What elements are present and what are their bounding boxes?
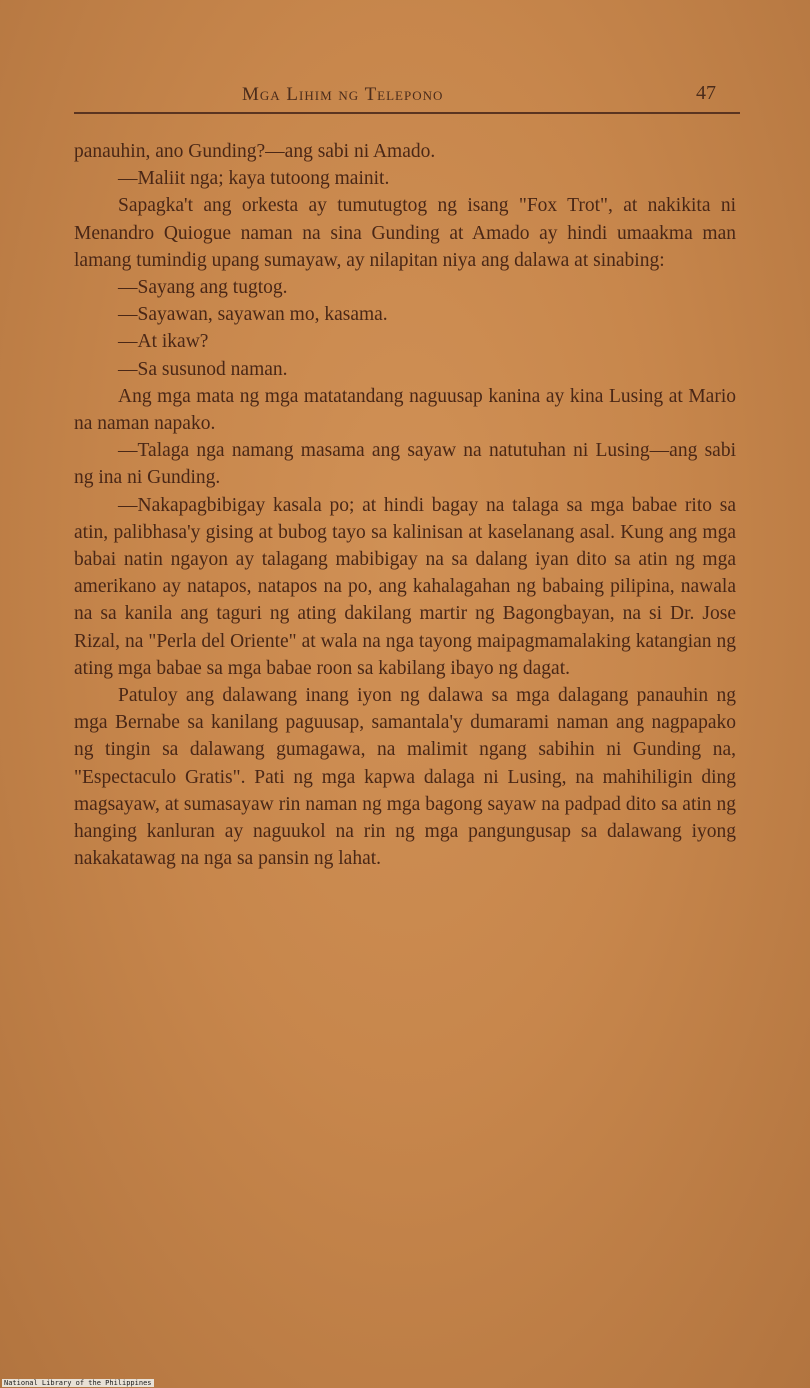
paragraph: —Nakapagbibigay kasala po; at hindi bagay na talaga sa mga babae rito sa atin, palibhasa'y gising at bubog tayo sa kalinisan at kaselanang asal. Kung ang mga babai natin ngayon ay talagang mabibigay na sa dalang iyan dito sa atin ng mga amerikano ay natapos, natapos na po, ang kahalagahan ng babaing pilipina, nawala na sa kanila ang taguri ng ating dakilang martir ng Bagongbayan, na si Dr. Jose Rizal, na "Perla del Oriente" at wala na nga tayong maipagmamalaking katangian ng ating mga babae sa mga babae roon sa kabilang ibayo ng dagat. [74,494,736,679]
paragraph: Patuloy ang dalawang inang iyon ng dalawa sa mga dalagang panauhin ng mga Bernabe sa kanilang paguusap, samantala'y dumarami naman ang nagpapako ng tingin sa dalawang gumagawa, na malimit ngang sabihin ni Gunding na, "Espectaculo Gratis". Pati ng mga kapwa dalaga ni Lusing, na mahihiligin ding magsayaw, at sumasayaw rin naman ng mga bagong sayaw na padpad dito sa atin ng hanging kanluran ay naguukol na rin ng mga pangungusap sa dalawang iyong nakakatawag na nga sa pansin ng lahat. [74,685,736,870]
paragraph: —Talaga nga namang masama ang sayaw na natutuhan ni Lusing—ang sabi ng ina ni Gunding. [74,440,736,489]
paragraph: Ang mga mata ng mga matatandang naguusap kanina ay kina Lusing at Mario na naman napako. [74,385,736,435]
paragraph: —Maliit nga; kaya tutoong mainit. [118,168,390,190]
page-number: 47 [696,82,716,104]
paragraph: Sapagka't ang orkesta ay tumutugtog ng isang "Fox Trot", at nakikita ni Menandro Quiogue naman na sina Gunding at Amado ay hindi umaakma man lamang tumindig upang sumayaw, ay nilapitan niya ang dalawa at sinabing: [74,195,736,271]
running-head-title: Mga Lihim ng Telepono [242,84,444,105]
paragraph: —At ikaw? [118,331,209,353]
paragraph: —Sayang ang tugtog. [118,277,288,299]
paragraph: —Sa susunod naman. [118,358,288,380]
body-text [74,138,736,872]
library-credit: National Library of the Philippines [4,1379,152,1387]
paragraph: —Sayawan, sayawan mo, kasama. [118,304,388,326]
running-head [74,82,740,114]
paragraph: panauhin, ano Gunding?—ang sabi ni Amado. [74,141,436,162]
